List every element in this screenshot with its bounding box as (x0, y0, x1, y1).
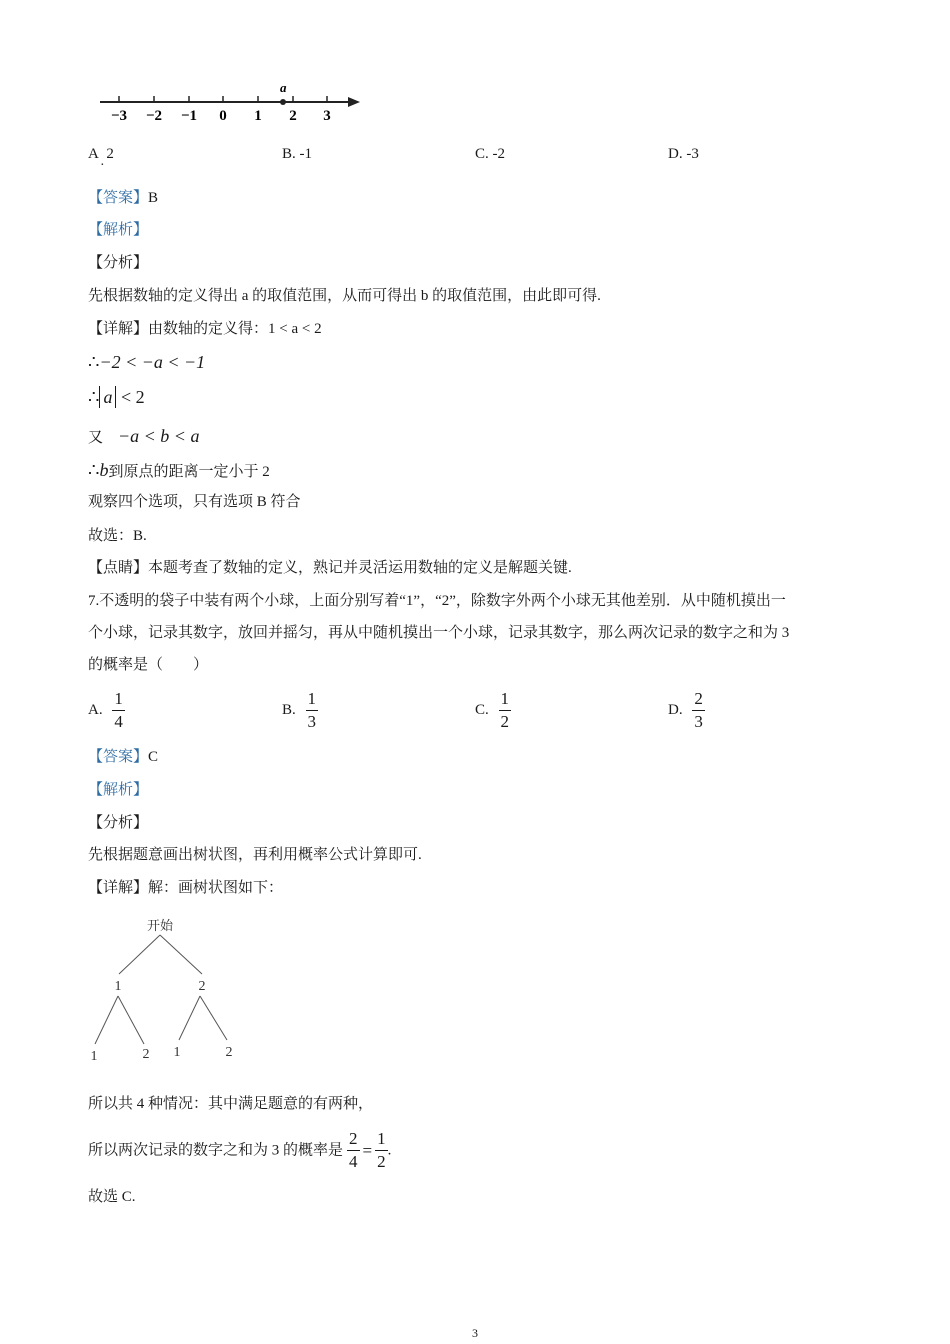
q6-analysis-tag: 【解析】 (88, 222, 149, 238)
svg-text:2: 2 (289, 108, 297, 124)
svg-text:1: 1 (254, 108, 262, 124)
q6-option-d: D. -3 (668, 146, 699, 162)
svg-text:2: 2 (142, 1047, 150, 1062)
svg-text:−1: −1 (180, 108, 198, 124)
q6-option-a: A 2 · (88, 146, 114, 173)
q7-fenxi-tag: 【分析】 (88, 815, 149, 831)
q6-step5: ∴b到原点的距离一定小于 2 (88, 460, 270, 480)
q6-step4: 又 −a < b < a (88, 426, 200, 446)
svg-text:1: 1 (114, 979, 122, 994)
svg-text:2: 2 (225, 1045, 233, 1060)
fraction: $\frac{2}{4}$ (349, 1129, 358, 1172)
fraction: $\frac{2}{3}$ (694, 689, 703, 731)
svg-text:a: a (280, 80, 287, 95)
q6-conclusion: 故选：B. (88, 528, 147, 544)
svg-text:0: 0 (219, 108, 227, 124)
q6-fenxi-text: 先根据数轴的定义得出 a 的取值范围，从而可得出 b 的取值范围，由此即可得. (88, 288, 601, 304)
q6-option-b: B. -1 (282, 146, 313, 162)
q7-answer: 【答案】C (88, 749, 159, 765)
q6-step2: ∴−2 < −a < −1 (88, 352, 206, 372)
q6-option-c: C. -2 (475, 146, 506, 162)
fraction: $\frac{1}{3}$ (307, 689, 317, 731)
q6-comment: 【点睛】本题考查了数轴的定义，熟记并灵活运用数轴的定义是解题关键. (88, 560, 572, 576)
svg-text:1: 1 (173, 1045, 181, 1060)
answer-tag: 【答案】 (88, 749, 149, 765)
tree-diagram (84, 910, 254, 1070)
svg-text:3: 3 (323, 108, 331, 124)
q7-option-b: B. $\frac{1}{3}$ (282, 689, 317, 731)
number-line-figure (96, 80, 366, 126)
q7-option-d: D. $\frac{2}{3}$ (668, 689, 703, 731)
q6-answer: 【答案】B (88, 190, 159, 206)
q6-detail: 【详解】由数轴的定义得：1 < a < 2 (88, 321, 322, 337)
fraction: $\frac{1}{2}$ (377, 1129, 386, 1172)
svg-text:1: 1 (90, 1049, 98, 1064)
q6-fenxi-tag: 【分析】 (88, 255, 149, 271)
svg-text:−2: −2 (145, 108, 163, 124)
q7-conclusion: 故选 C. (88, 1189, 136, 1205)
q7-question-line1: 7.不透明的袋子中装有两个小球，上面分别写着“1”，“2”，除数字外两个小球无其他差别．从中随机摸出一 (88, 593, 786, 609)
q7-detail: 【详解】解：画树状图如下： (88, 880, 284, 896)
q7-fenxi-text: 先根据题意画出树状图，再利用概率公式计算即可. (88, 847, 422, 863)
svg-text:2: 2 (198, 979, 206, 994)
q7-option-a: A. $\frac{1}{4}$ (88, 689, 123, 731)
q6-step3: ∴ a < 2 (88, 387, 145, 407)
svg-text:开始: 开始 (146, 919, 174, 934)
q7-summary1: 所以共 4 种情况：其中满足题意的有两种， (88, 1096, 374, 1112)
fraction: $\frac{1}{4}$ (114, 689, 123, 731)
svg-text:−3: −3 (110, 108, 128, 124)
q7-summary2: 所以两次记录的数字之和为 3 的概率是 $\frac{2}{4}$ = $\frac{1}{2}$ . (88, 1129, 392, 1172)
q7-question-line3: 的概率是（ ） (88, 657, 209, 673)
fraction: $\frac{1}{2}$ (500, 689, 510, 731)
answer-tag: 【答案】 (88, 190, 149, 206)
page-number: 3 (472, 1326, 478, 1340)
q7-question-line2: 个小球，记录其数字，放回并摇匀，再从中随机摸出一个小球，记录其数字，那么两次记录的数字之和为 3 (88, 625, 790, 641)
q7-option-c: C. $\frac{1}{2}$ (475, 689, 510, 731)
q7-analysis-tag: 【解析】 (88, 782, 149, 798)
q6-step6: 观察四个选项，只有选项 B 符合 (88, 494, 301, 510)
